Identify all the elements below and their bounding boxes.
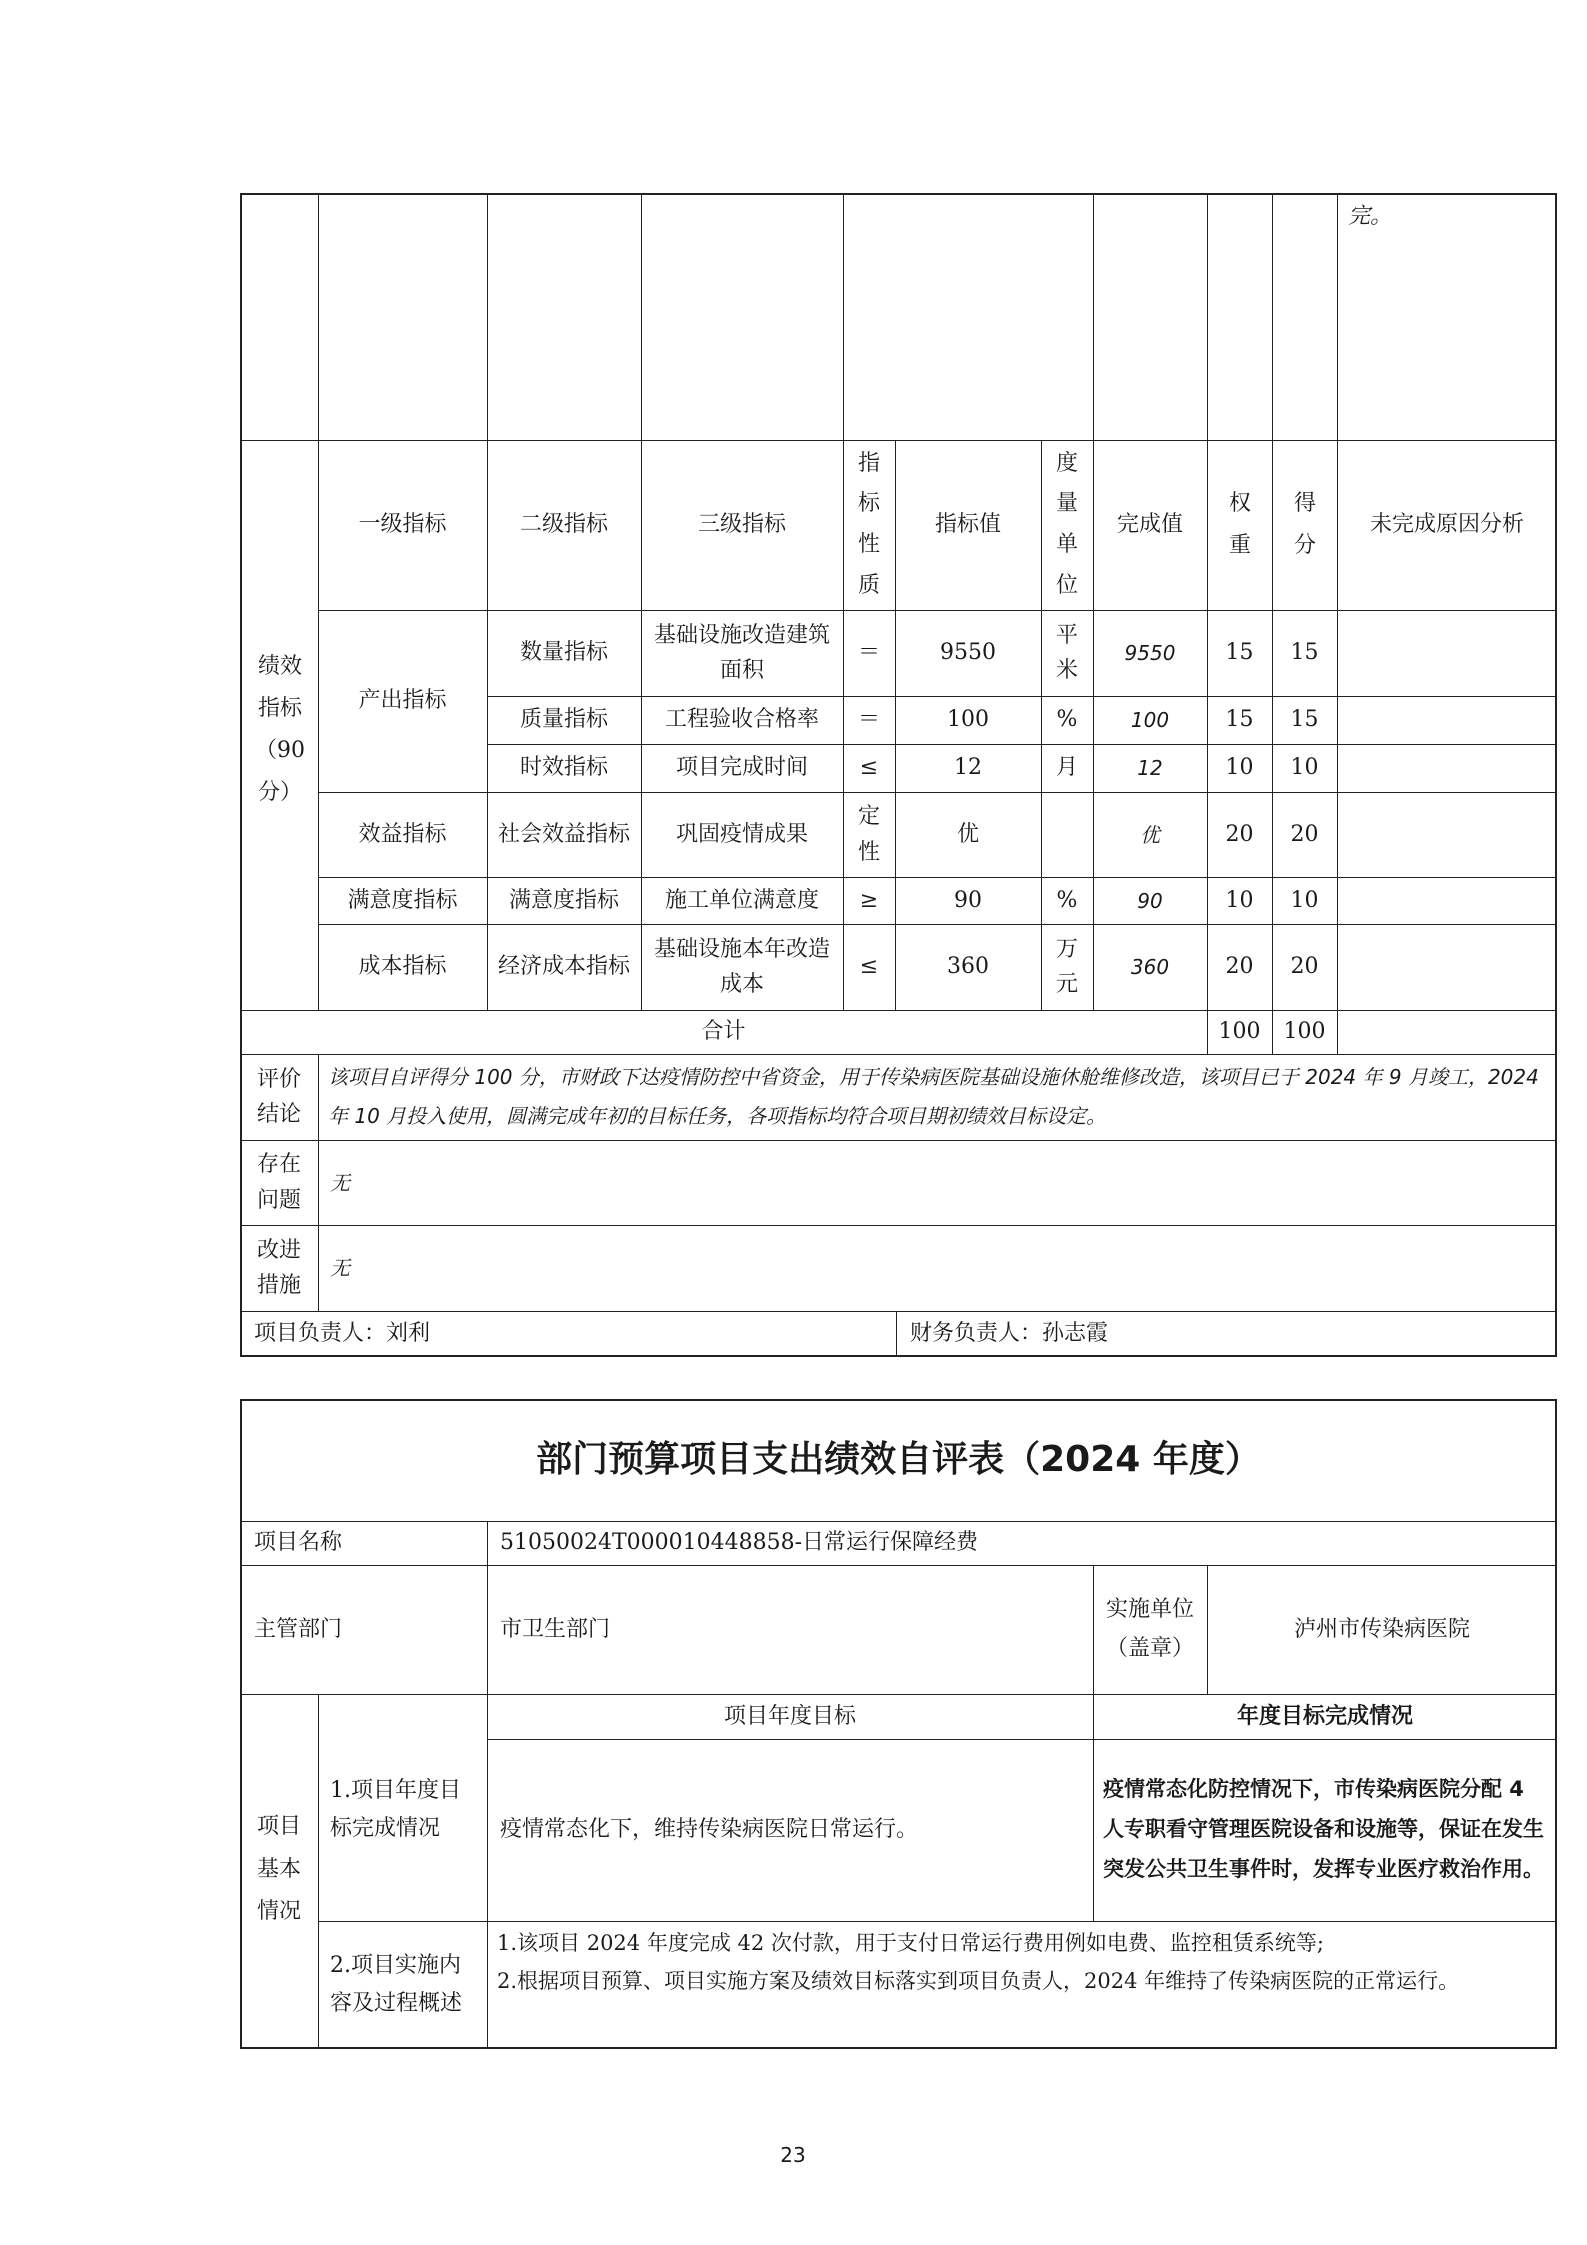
header-unit: 度量单位	[1055, 450, 1078, 598]
table-row-level2: 数量指标	[519, 640, 608, 666]
table-row-nature: ＝	[857, 707, 880, 733]
header-weight: 权重	[1228, 491, 1251, 558]
table-row-score: 20	[1290, 821, 1319, 847]
project-lead: 项目负责人：刘利	[254, 1321, 431, 1347]
header-level3: 三级指标	[697, 512, 786, 538]
table-row-weight: 20	[1225, 954, 1254, 980]
table-row-weight: 10	[1225, 887, 1254, 913]
table-row-target: 100	[947, 707, 989, 733]
table-row-score: 15	[1290, 707, 1319, 733]
table-row-level3: 项目完成时间	[675, 755, 808, 781]
perf-indicator-label: 绩效指标（90分）	[255, 654, 305, 805]
group-satisfaction: 满意度指标	[347, 887, 458, 913]
table-row-unit: 万元	[1055, 936, 1078, 997]
project-name-label: 项目名称	[254, 1530, 343, 1556]
status-text: 疫情常态化防控情况下，市传染病医院分配 4 人专职看守管理医院设备和设施等，保证在发生突发公共卫生事件时，发挥专业医疗救治作用。	[1103, 1777, 1544, 1881]
improve-text: 无	[330, 1256, 350, 1280]
table-row-nature: ≤	[859, 755, 879, 781]
table-row-target: 9550	[940, 640, 996, 666]
table-row-done: 360	[1130, 955, 1170, 979]
impl-section-label: 2.项目实施内容及过程概述	[330, 1952, 463, 2016]
table-row-nature: ≥	[859, 887, 879, 913]
table-row-level3: 基础设施本年改造成本	[653, 936, 830, 997]
table-row-weight: 20	[1225, 821, 1254, 847]
table-row-level2: 时效指标	[519, 755, 608, 781]
improve-label: 改进措施	[256, 1237, 301, 1298]
table-row-target: 90	[954, 887, 982, 913]
table-row-level2: 满意度指标	[508, 887, 619, 913]
table-row-level3: 工程验收合格率	[664, 707, 819, 733]
project-name: 51050024T000010448858-日常运行保障经费	[500, 1530, 979, 1556]
impl-text-line-1: 1.该项目 2024 年度完成 42 次付款，用于支付日常运行费用例如电费、监控租赁系统等;	[497, 1931, 1324, 1955]
total-label: 合计	[701, 1019, 746, 1045]
table-row-score: 10	[1290, 755, 1319, 781]
dept-value: 市卫生部门	[500, 1616, 611, 1642]
table-row-weight: 15	[1225, 707, 1254, 733]
header-level2: 二级指标	[519, 512, 608, 538]
table-row-score: 15	[1290, 640, 1319, 666]
status-header: 年度目标完成情况	[1236, 1703, 1413, 1729]
table-row-unit: %	[1056, 707, 1078, 733]
table-row-nature: ＝	[857, 640, 880, 666]
table-row-level2: 经济成本指标	[497, 954, 630, 980]
table-row-unit: %	[1056, 887, 1078, 913]
conclusion-label: 评价结论	[256, 1066, 301, 1127]
header-target: 指标值	[934, 512, 1001, 538]
impl-unit-label: 实施单位（盖章）	[1105, 1597, 1194, 1661]
table-row-done: 优	[1140, 822, 1160, 847]
total-score: 100	[1283, 1019, 1326, 1045]
table-row-weight: 10	[1225, 755, 1254, 781]
header-level1: 一级指标	[358, 512, 447, 538]
table-row-score: 10	[1290, 887, 1319, 913]
table-row-nature: 定性	[857, 804, 880, 865]
table-row-level3: 基础设施改造建筑面积	[653, 622, 830, 683]
table-row-level3: 巩固疫情成果	[675, 821, 808, 847]
table-row-level2: 质量指标	[519, 707, 608, 733]
impl-unit-value: 泸州市传染病医院	[1293, 1616, 1470, 1642]
problems-text: 无	[330, 1170, 350, 1195]
problems-label: 存在问题	[256, 1152, 301, 1213]
goal-header: 项目年度目标	[723, 1703, 856, 1729]
table-row-unit: 月	[1055, 755, 1078, 781]
table-row-done: 90	[1137, 888, 1163, 913]
dept-label: 主管部门	[254, 1616, 343, 1642]
impl-text-line-2: 2.根据项目预算、项目实施方案及绩效目标落实到项目负责人，2024 年维持了传染病医院的正常运行。	[497, 1968, 1460, 1993]
page-title: 部门预算项目支出绩效自评表（2024 年度）	[536, 1439, 1261, 1481]
table-row-target: 12	[954, 755, 982, 781]
table-row-done: 12	[1137, 756, 1163, 780]
header-reason: 未完成原因分析	[1369, 512, 1524, 538]
table-row-unit: 平米	[1055, 622, 1078, 683]
table-row-done: 9550	[1124, 641, 1176, 665]
table-row-target: 360	[947, 954, 989, 980]
table-row-done: 100	[1130, 708, 1170, 732]
table-row-level2: 社会效益指标	[497, 821, 630, 847]
finance-lead: 财务负责人：孙志霞	[910, 1321, 1109, 1347]
carry-over-text: 完。	[1348, 204, 1393, 230]
goal-text: 疫情常态化下，维持传染病医院日常运行。	[500, 1817, 919, 1843]
table-row-weight: 15	[1225, 640, 1254, 666]
header-score: 得分	[1293, 491, 1316, 558]
conclusion-text: 该项目自评得分 100 分，市财政下达疫情防控中省资金，用于传染病医院基础设施休舱维修改造，该项目已于 2024 年 9 月竣工，2024 年 10 月投入使用，圆满完成年初的目标任务，各项指标均符合项目期初绩效目标设定。	[328, 1065, 1539, 1128]
total-weight: 100	[1218, 1019, 1261, 1045]
goal-section-label: 1.项目年度目标完成情况	[330, 1777, 461, 1841]
table-row-unit	[1041, 792, 1093, 877]
table-row-level3: 施工单位满意度	[664, 887, 819, 913]
impl-text-block	[497, 1925, 1552, 2045]
page-number: 23	[780, 2143, 806, 2167]
table-row-target: 优	[956, 821, 979, 847]
header-done: 完成值	[1116, 512, 1183, 538]
group-benefit: 效益指标	[358, 821, 447, 847]
header-nature: 指标性质	[857, 450, 880, 598]
basic-info-label: 项目基本情况	[256, 1813, 301, 1925]
table-row-nature: ≤	[859, 954, 879, 980]
table-row-score: 20	[1290, 954, 1319, 980]
group-cost: 成本指标	[358, 954, 447, 980]
group-output: 产出指标	[358, 688, 447, 714]
